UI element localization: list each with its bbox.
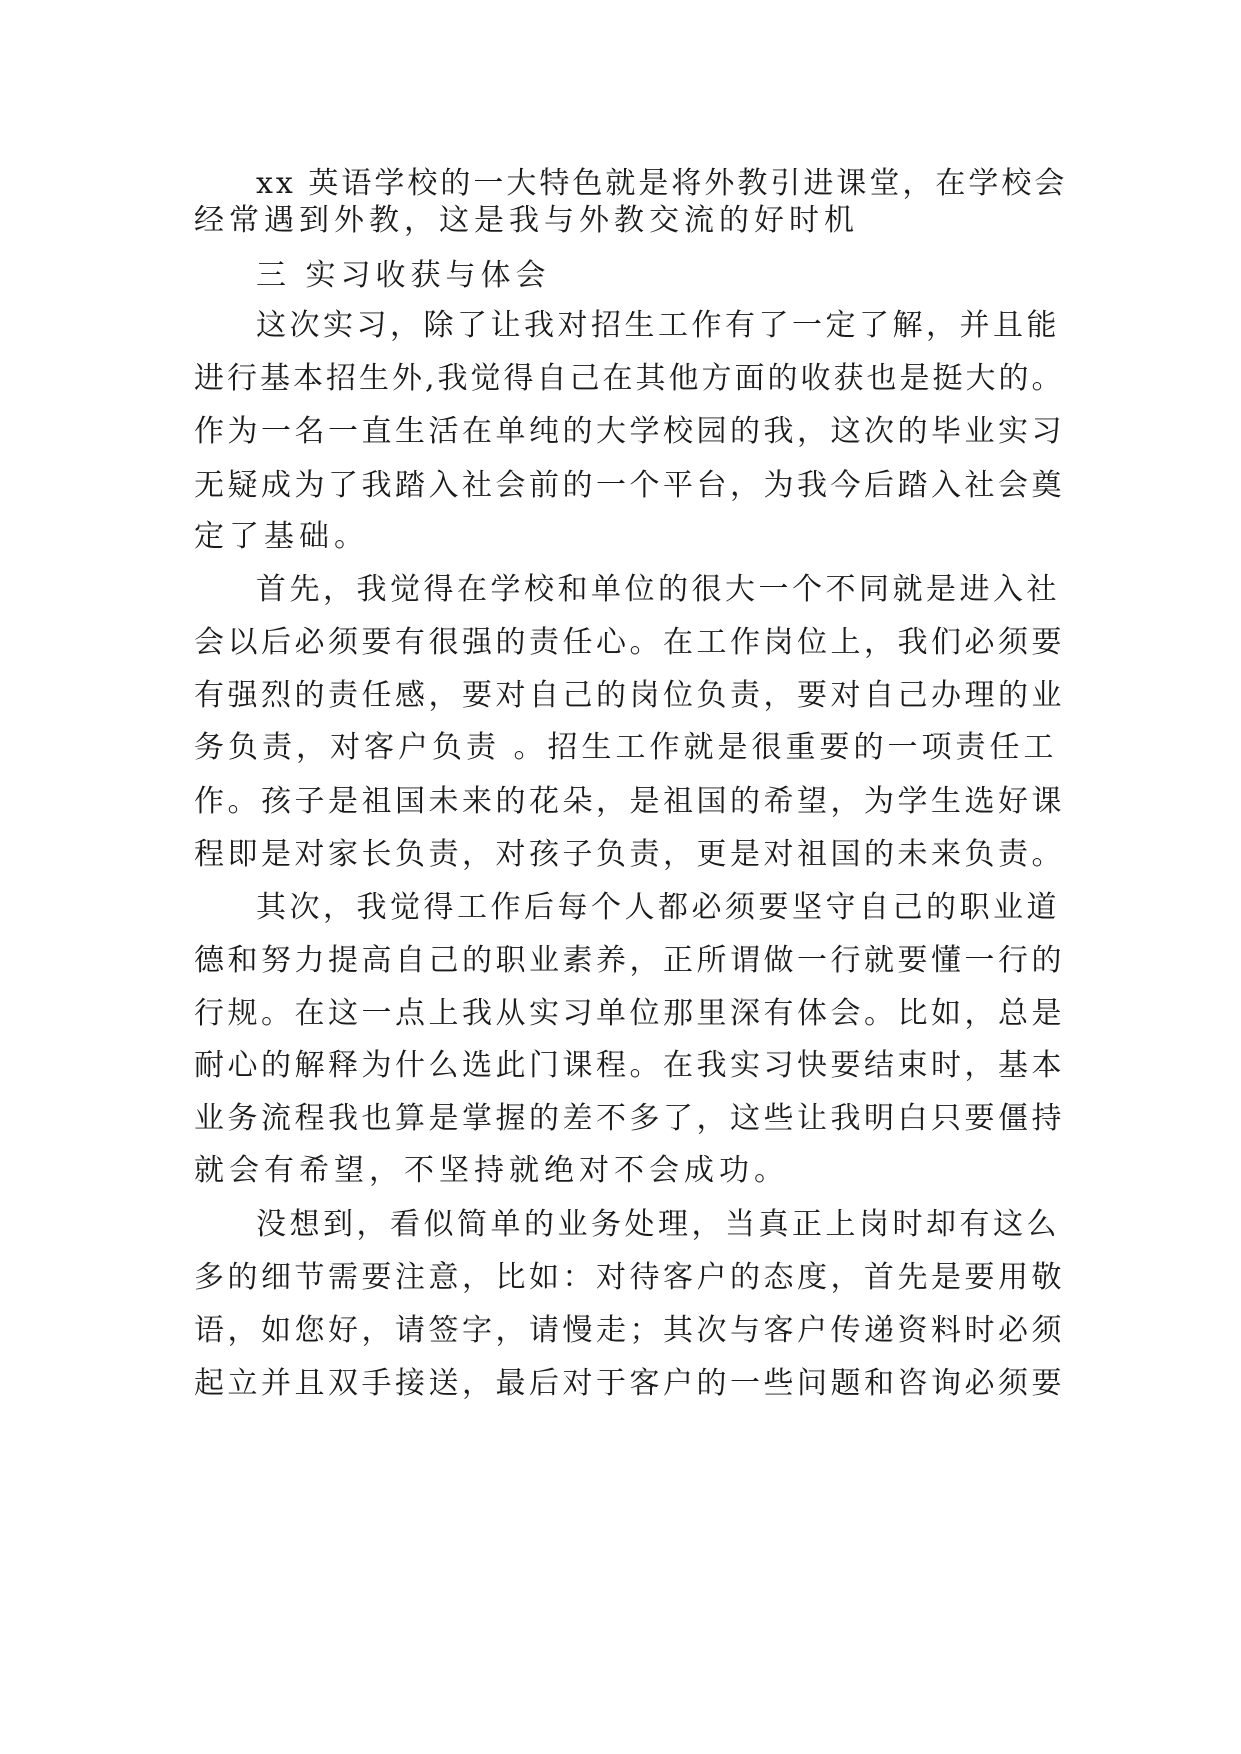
text-line: 首先，我觉得在学校和单位的很大一个不同就是进入社 — [256, 572, 1060, 607]
text-line: 多的细节需要注意，比如：对待客户的态度，首先是要用敬 — [194, 1260, 1065, 1295]
text-line: 定了基础。 — [194, 519, 369, 554]
text-line: 这次实习，除了让我对招生工作有了一定了解，并且能 — [256, 308, 1060, 343]
text-line: 程即是对家长负责，对孩子负责，更是对祖国的未来负责。 — [194, 837, 1065, 872]
text-line: 起立并且双手接送，最后对于客户的一些问题和咨询必须要 — [194, 1366, 1065, 1401]
text-line: 有强烈的责任感，要对自己的岗位负责，要对自己办理的业 — [194, 678, 1065, 713]
text-line: 务负责，对客户负责 。招生工作就是很重要的一项责任工 — [194, 730, 1058, 765]
text-line: 作为一名一直生活在单纯的大学校园的我，这次的毕业实习 — [194, 414, 1065, 449]
text-line: xx 英语学校的一大特色就是将外教引进课堂，在学校会 — [256, 166, 1068, 201]
text-line: 耐心的解释为什么选此门课程。在我实习快要结束时，基本 — [194, 1048, 1065, 1083]
text-line: 行规。在这一点上我从实习单位那里深有体会。比如，总是 — [194, 996, 1065, 1031]
text-line: 没想到，看似简单的业务处理，当真正上岗时却有这么 — [256, 1207, 1060, 1242]
section-heading: 三 实习收获与体会 — [256, 258, 551, 293]
text-line: 其次，我觉得工作后每个人都必须要坚守自己的职业道 — [256, 890, 1060, 925]
text-line: 德和努力提高自己的职业素养，正所谓做一行就要懂一行的 — [194, 943, 1065, 978]
text-line: 语，如您好，请签字，请慢走；其次与客户传递资料时必须 — [194, 1313, 1065, 1348]
text-line: 经常遇到外教，这是我与外教交流的好时机 — [194, 203, 859, 238]
text-line: 作。孩子是祖国未来的花朵，是祖国的希望，为学生选好课 — [194, 784, 1065, 819]
text-line: 进行基本招生外,我觉得自己在其他方面的收获也是挺大的。 — [194, 361, 1065, 396]
text-line: 会以后必须要有很强的责任心。在工作岗位上，我们必须要 — [194, 625, 1065, 660]
text-line: 无疑成为了我踏入社会前的一个平台，为我今后踏入社会奠 — [194, 468, 1065, 503]
text-line: 就会有希望，不坚持就绝对不会成功。 — [194, 1153, 789, 1188]
text-line: 业务流程我也算是掌握的差不多了，这些让我明白只要僵持 — [194, 1101, 1065, 1136]
